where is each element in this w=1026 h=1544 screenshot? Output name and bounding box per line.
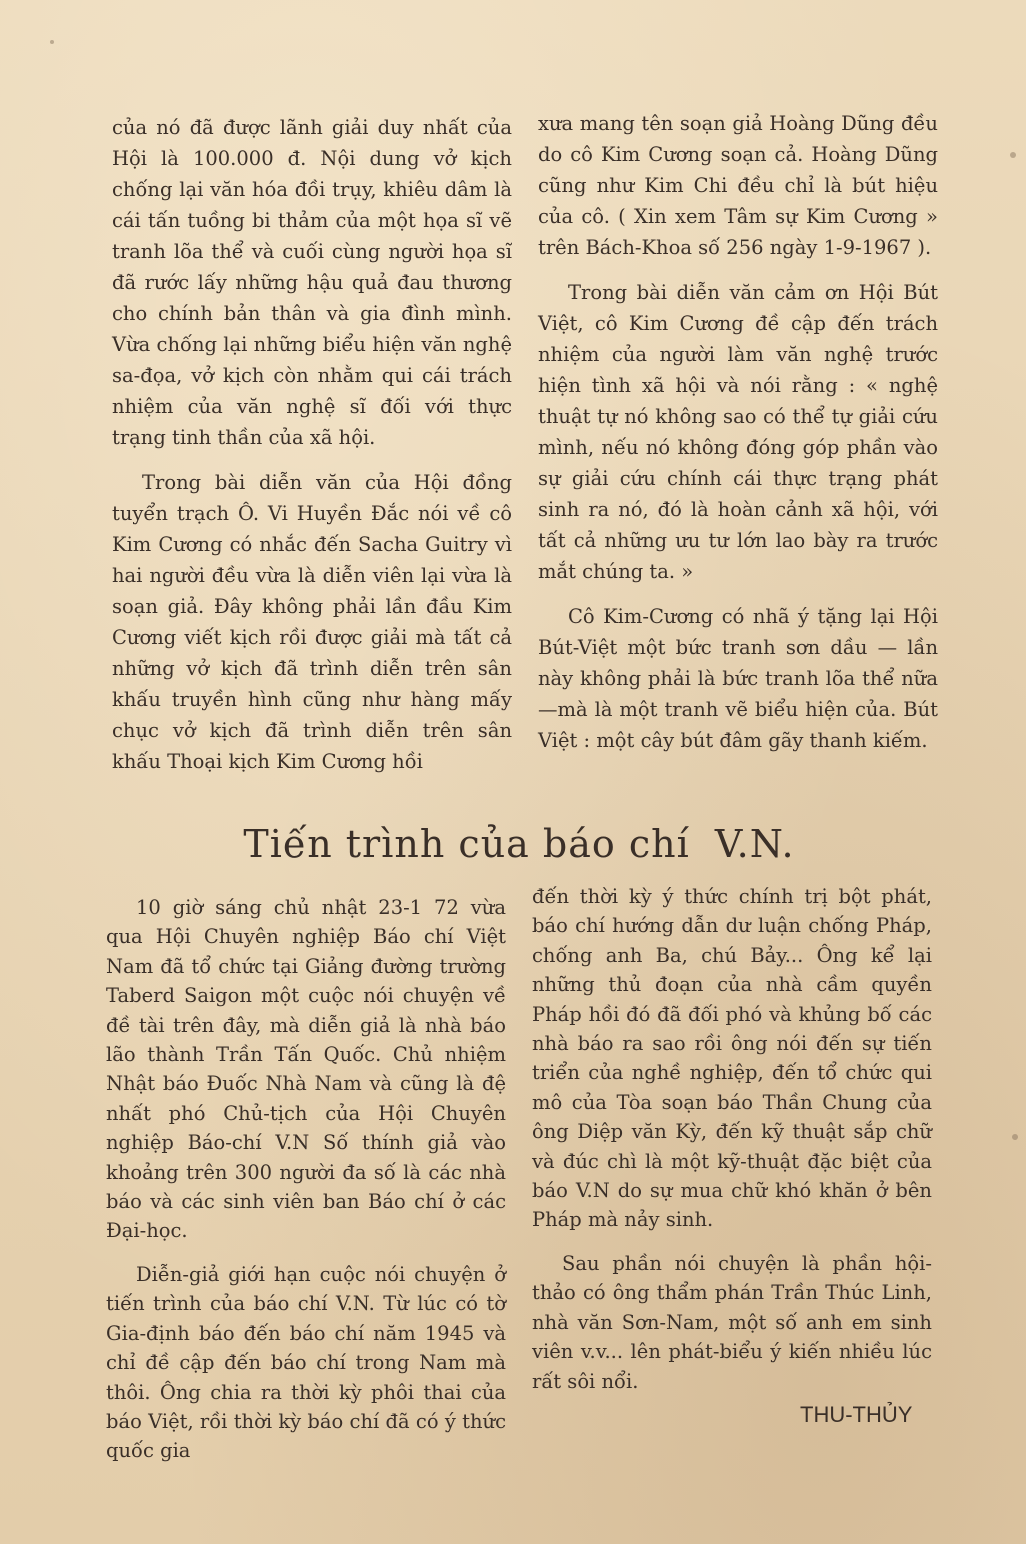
article2-left-column [106,893,506,1480]
paper-speck [1012,1134,1018,1140]
headline-main-text: Tiến trình của báo chí [243,822,690,866]
article1-paragraph: Trong bài diễn văn cảm ơn Hội Bút Việt, cô Kim Cương đề cập đến trách nhiệm của người làm văn nghệ trước hiện tình xã hội và nói rằng : « nghệ thuật tự nó không sao có thể tự giải cứu mình, nếu nó không đóng góp phần vào sự giải cứu chính cái thực trạng phát sinh ra nó, đó là hoàn cảnh xã hội, với tất cả những ưu tư lớn lao bày ra trước mắt chúng ta. » [538,281,938,583]
article1-left-column [112,112,512,791]
author-signature: THU-THỦY [800,1402,913,1427]
article2-paragraph: Diễn-giả giới hạn cuộc nói chuyện ở tiến trình của báo chí V.N. Từ lúc có tờ Gia-định báo đến báo chí năm 1945 và chỉ đề cập đến báo chí trong Nam mà thôi. Ông chia ra thời kỳ phôi thai của báo Việt, rồi thời kỳ báo chí đã có ý thức quốc gia [106,1262,506,1463]
article1-paragraph: Cô Kim-Cương có nhã ý tặng lại Hội Bút-Việt một bức tranh sơn dầu — lần này không phải là bức tranh lõa thể nữa—mà là một tranh vẽ biểu hiện của. Bút Việt : một cây bút đâm gãy thanh kiếm. [538,605,938,752]
article2-right-column [532,882,932,1410]
paper-speck [1010,152,1016,158]
article2-paragraph: Sau phần nói chuyện là phần hội-thảo có ông thẩm phán Trần Thúc Linh, nhà văn Sơn-Nam, một số anh em sinh viên v.v... lên phát-biểu ý kiến nhiều lúc rất sôi nổi. [532,1251,932,1393]
article2-paragraph: 10 giờ sáng chủ nhật 23-1 72 vừa qua Hội Chuyên nghiệp Báo chí Việt Nam đã tổ chức tại Giảng đường trường Taberd Saigon một cuộc nói chuyện về đề tài trên đây, mà diễn giả là nhà báo lão thành Trần Tấn Quốc. Chủ nhiệm Nhật báo Đuốc Nhà Nam và cũng là đệ nhất phó Chủ-tịch của Hội Chuyên nghiệp Báo-chí V.N Số thính giả vào khoảng trên 300 người đa số là các nhà báo và các sinh viên ban Báo chí ở các Đại-học. [106,896,506,1243]
article1-paragraph: xưa mang tên soạn giả Hoàng Dũng đều do cô Kim Cương soạn cả. Hoàng Dũng cũng như Kim Chi đều chỉ là bút hiệu của cô. ( Xin xem Tâm sự Kim Cương » trên Bách-Khoa số 256 ngày 1-9-1967 ). [538,112,938,259]
article1-paragraph: của nó đã được lãnh giải duy nhất của Hội là 100.000 đ. Nội dung vở kịch chống lại văn hóa đồi trụy, khiêu dâm là cái tấn tuồng bi thảm của một họa sĩ vẽ tranh lõa thể và cuối cùng người họa sĩ đã rước lấy những hậu quả đau thương cho chính bản thân và gia đình mình. Vừa chống lại những biểu hiện văn nghệ sa-đọa, vở kịch còn nhằm qui cái trách nhiệm của văn nghệ sĩ đối với thực trạng tinh thần của xã hội. [112,116,512,449]
article2-headline [0,822,1026,866]
article1-right-column [538,108,938,770]
article1-paragraph: Trong bài diễn văn của Hội đồng tuyển trạch Ô. Vi Huyền Đắc nói về cô Kim Cương có nhắc đến Sacha Guitry vì hai người đều vừa là diễn viên lại vừa là soạn giả. Đây không phải lần đầu Kim Cương viết kịch rồi được giải mà tất cả những vở kịch đã trình diễn trên sân khấu truyền hình cũng như hàng mấy chục vở kịch đã trình diễn trên sân khấu Thoại kịch Kim Cương hồi [112,471,512,773]
paper-speck [50,40,54,44]
headline-end-text: V.N. [714,822,795,866]
article2-paragraph: đến thời kỳ ý thức chính trị bột phát, báo chí hướng dẫn dư luận chống Pháp, chống anh Ba, chú Bảy... Ông kể lại những thủ đoạn của nhà cầm quyền Pháp hồi đó đã đối phó và khủng bố các nhà báo ra sao rồi ông nói đến sự tiến triển của nghề nghiệp, đến tổ chức qui mô của Tòa soạn báo Thần Chung của ông Diệp văn Kỳ, đến kỹ thuật sắp chữ và đúc chì là một kỹ-thuật đặc biệt của báo V.N do sự mua chữ khó khăn ở bên Pháp mà nảy sinh. [532,885,932,1232]
